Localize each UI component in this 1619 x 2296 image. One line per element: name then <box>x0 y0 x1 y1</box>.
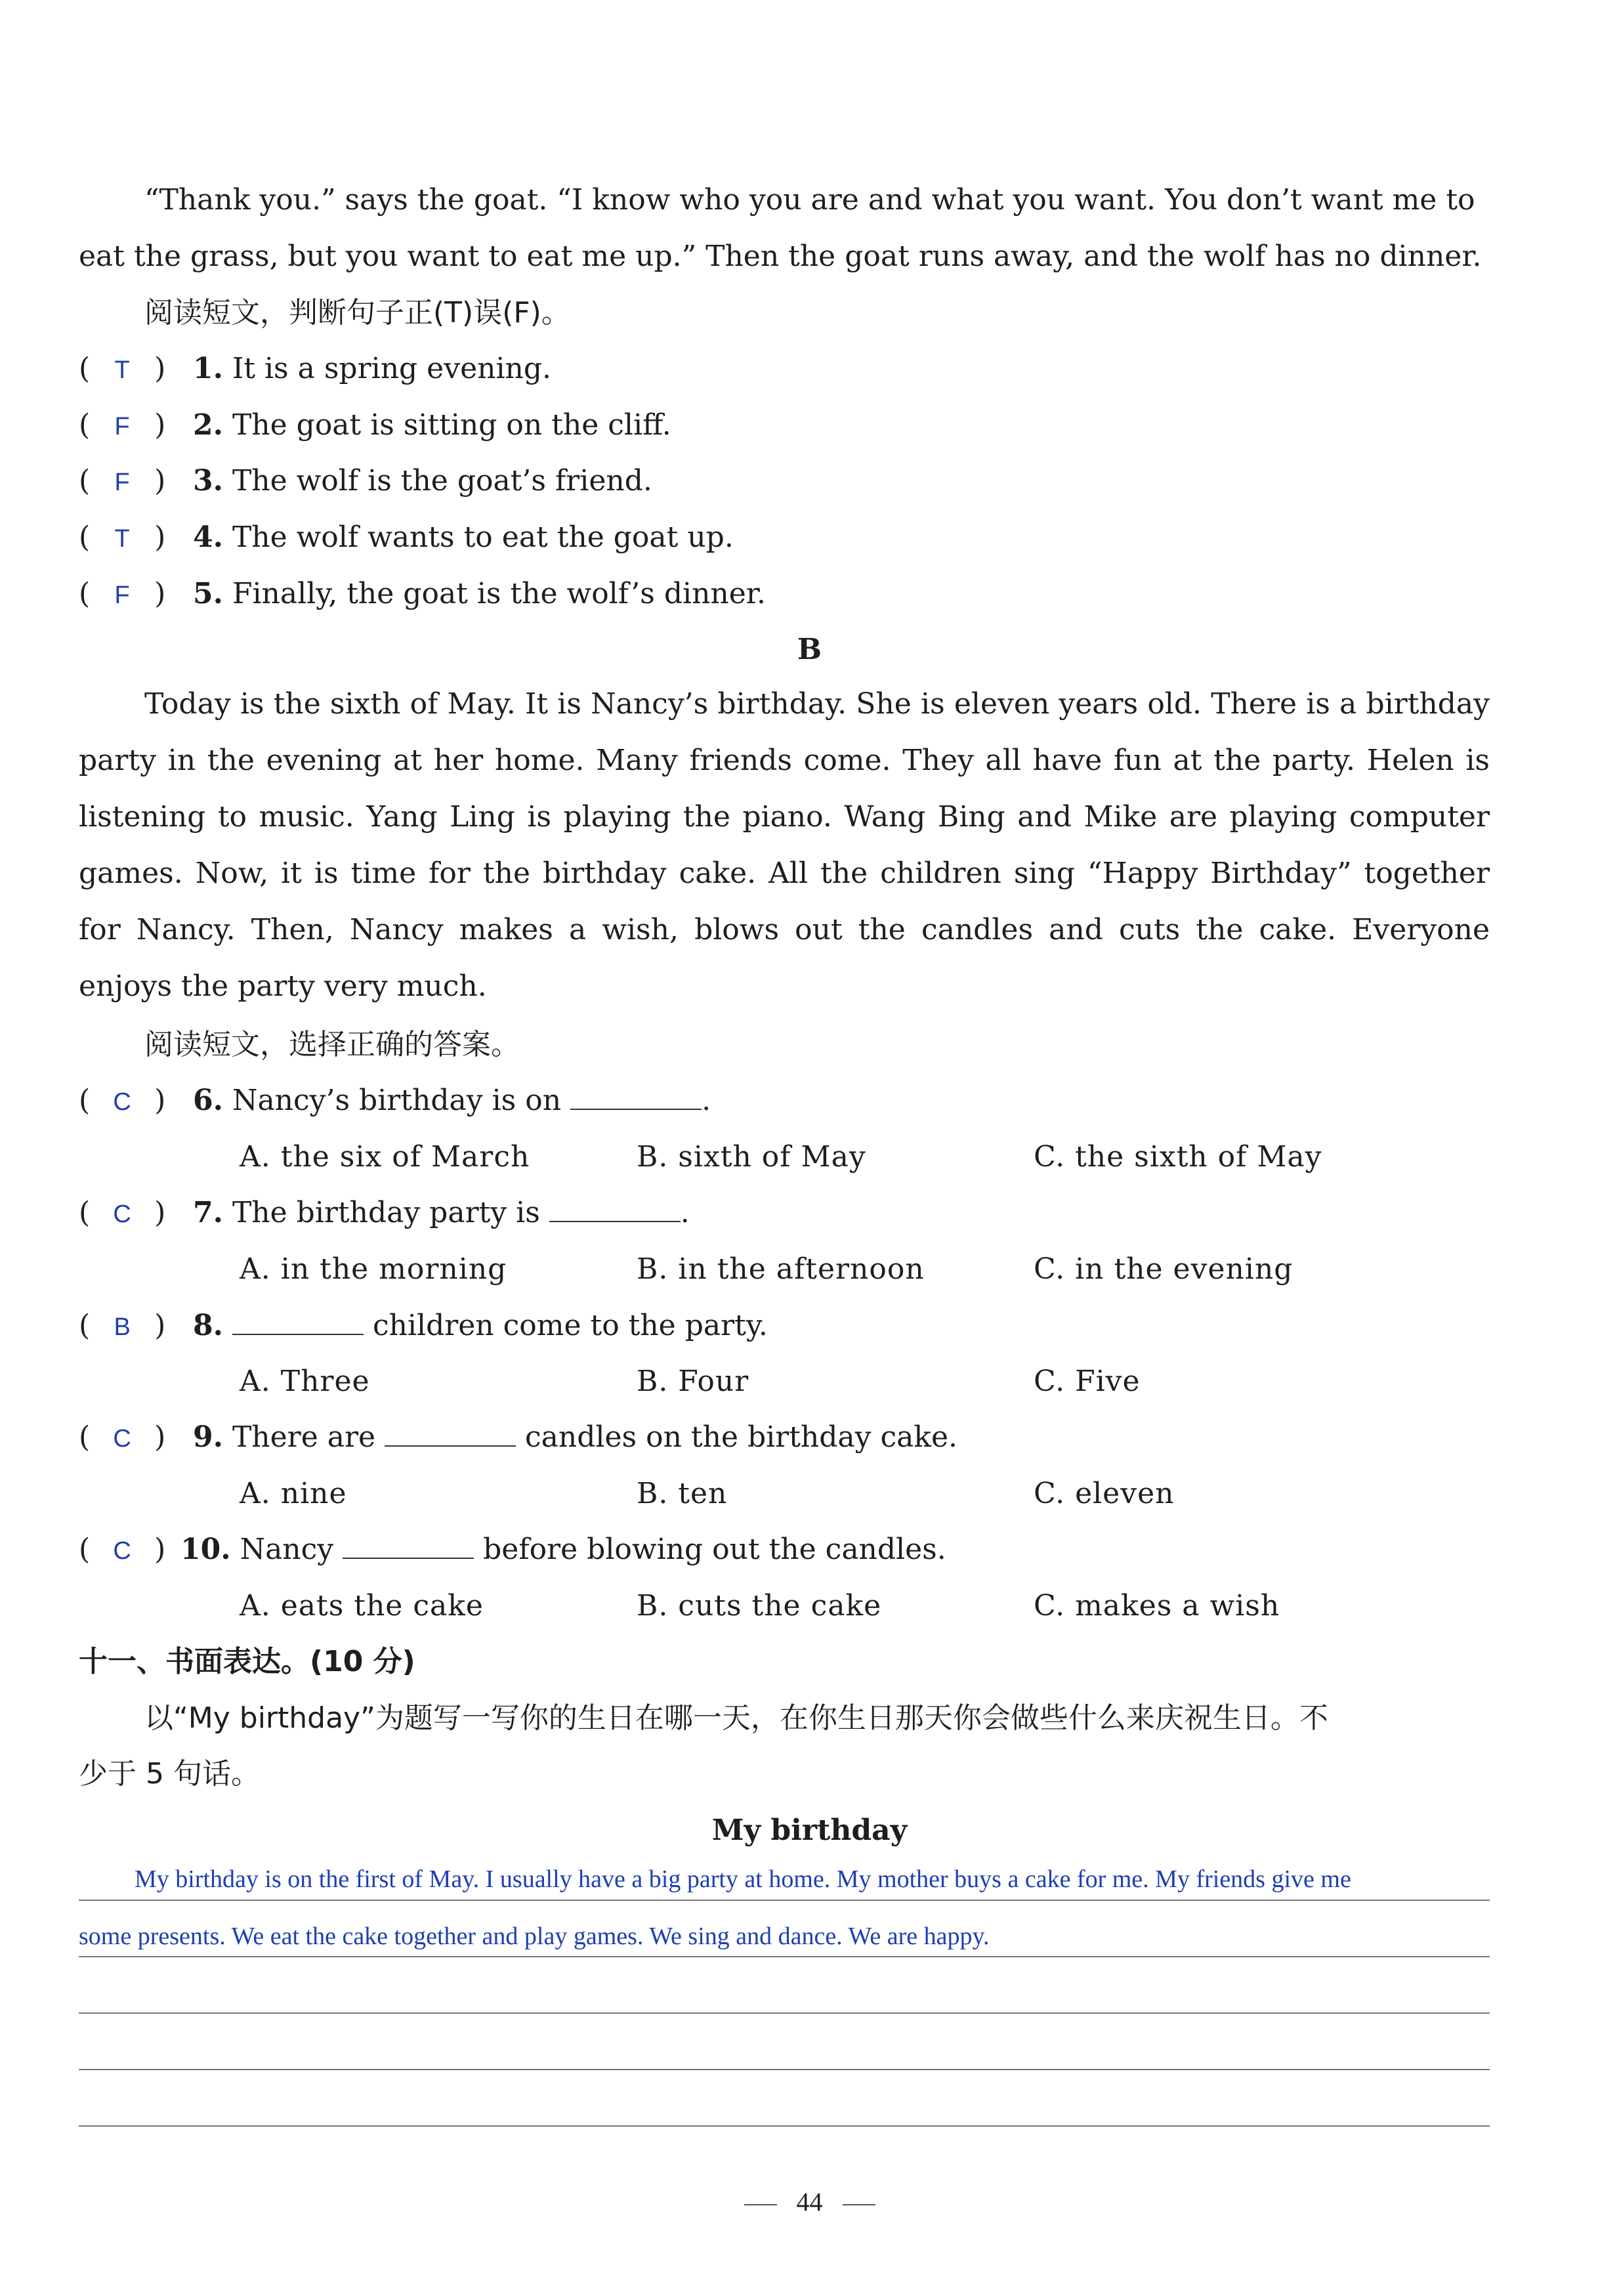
writing-prompt-line-2: 少于 5 句话。 <box>79 1757 260 1791</box>
passage-a-line-2: eat the grass, but you want to eat me up.” Then the goat runs away, and the wolf has no dinner. <box>79 240 1482 273</box>
tf-answer: T <box>114 356 130 384</box>
writing-prompt-line-1: 以“My birthday”为题写一写你的生日在哪一天，在你生日那天你会做些什么来庆祝生日。不 <box>144 1701 1328 1735</box>
option-c: C. makes a wish <box>1034 1589 1280 1623</box>
writing-rule <box>79 1956 1490 1957</box>
mc-answer: C <box>113 1201 131 1228</box>
option-a: A. Three <box>240 1365 370 1398</box>
mc-question: ( B ) 8. children come to the party. <box>79 1306 768 1347</box>
writing-heading: 十一、书面表达。(10 分) <box>79 1645 415 1678</box>
mc-question: ( C ) 7. The birthday party is . <box>79 1193 690 1234</box>
writing-rule <box>79 2012 1490 2014</box>
answer-blank <box>549 1195 681 1222</box>
tf-question: ( F ) 5. Finally, the goat is the wolf’s dinner. <box>79 574 766 615</box>
mc-question: ( C ) 6. Nancy’s birthday is on . <box>79 1081 711 1122</box>
option-c: C. in the evening <box>1034 1252 1293 1286</box>
mc-answer: B <box>114 1313 131 1341</box>
tf-question: ( F ) 2. The goat is sitting on the cliff. <box>79 406 671 446</box>
handwritten-answer-line-2: some presents. We eat the cake together and play games. We sing and dance. We are happy. <box>79 1923 990 1950</box>
handwritten-answer-line-1: My birthday is on the first of May. I usually have a big party at home. My mother buys a cake for me. My friends give me <box>135 1865 1351 1893</box>
writing-title: My birthday <box>711 1814 908 1847</box>
option-c: C. the sixth of May <box>1034 1140 1322 1174</box>
option-b: B. Four <box>637 1365 749 1398</box>
writing-rule <box>79 1900 1490 1901</box>
tf-answer: F <box>114 469 130 496</box>
page-number: 44 <box>796 2187 823 2217</box>
tf-question: ( F ) 3. The wolf is the goat’s friend. <box>79 461 652 502</box>
writing-rule <box>79 2125 1490 2127</box>
mc-question: ( C ) 9. There are candles on the birthday cake. <box>79 1418 957 1458</box>
option-a: A. nine <box>240 1477 347 1510</box>
footer-dash <box>843 2204 875 2205</box>
option-c: C. eleven <box>1034 1477 1175 1510</box>
option-a: A. the six of March <box>240 1140 530 1174</box>
tf-question: ( T ) 1. It is a spring evening. <box>79 349 551 390</box>
tf-question: ( T ) 4. The wolf wants to eat the goat up. <box>79 518 734 559</box>
passage-a-line-1: “Thank you.” says the goat. “I know who you are and what you want. You don’t want me to <box>144 183 1475 217</box>
option-b: B. sixth of May <box>637 1140 866 1174</box>
answer-blank <box>343 1531 474 1559</box>
answer-blank <box>232 1307 364 1335</box>
option-a: A. in the morning <box>240 1252 507 1286</box>
page-footer <box>0 2182 1619 2222</box>
tf-instruction: 阅读短文，判断句子正(T)误(F)。 <box>144 296 570 330</box>
answer-blank <box>385 1419 516 1447</box>
option-b: B. cuts the cake <box>637 1589 882 1623</box>
mc-question: ( C ) 10. Nancy before blowing out the candles. <box>79 1530 946 1571</box>
tf-answer: F <box>114 582 130 609</box>
mc-answer: C <box>113 1537 131 1565</box>
option-b: B. in the afternoon <box>637 1252 925 1286</box>
passage-b-text: Today is the sixth of May. It is Nancy’s birthday. She is eleven years old. There is a birthday party in the evening at her home. Many friends come. They all have fun at the party. Helen is listening to music. Yang Ling is playing the piano. Wang Bing and Mike are playing computer games. Now, it is time for the birthday cake. All the children sing “Happy Birthday” together for Nancy. Then, Nancy makes a wish, blows out the candles and cuts the cake. Everyone enjoys the party very much. <box>79 687 1490 1003</box>
option-c: C. Five <box>1034 1365 1141 1398</box>
passage-b-title: B <box>797 633 822 666</box>
mc-answer: C <box>113 1425 131 1453</box>
option-b: B. ten <box>637 1477 728 1510</box>
tf-answer: F <box>114 413 130 440</box>
footer-dash <box>744 2204 777 2205</box>
option-a: A. eats the cake <box>240 1589 484 1623</box>
mc-instruction: 阅读短文，选择正确的答案。 <box>144 1028 520 1061</box>
mc-answer: C <box>113 1088 131 1116</box>
writing-rule <box>79 2069 1490 2070</box>
answer-blank <box>570 1082 702 1110</box>
tf-answer: T <box>114 525 130 553</box>
